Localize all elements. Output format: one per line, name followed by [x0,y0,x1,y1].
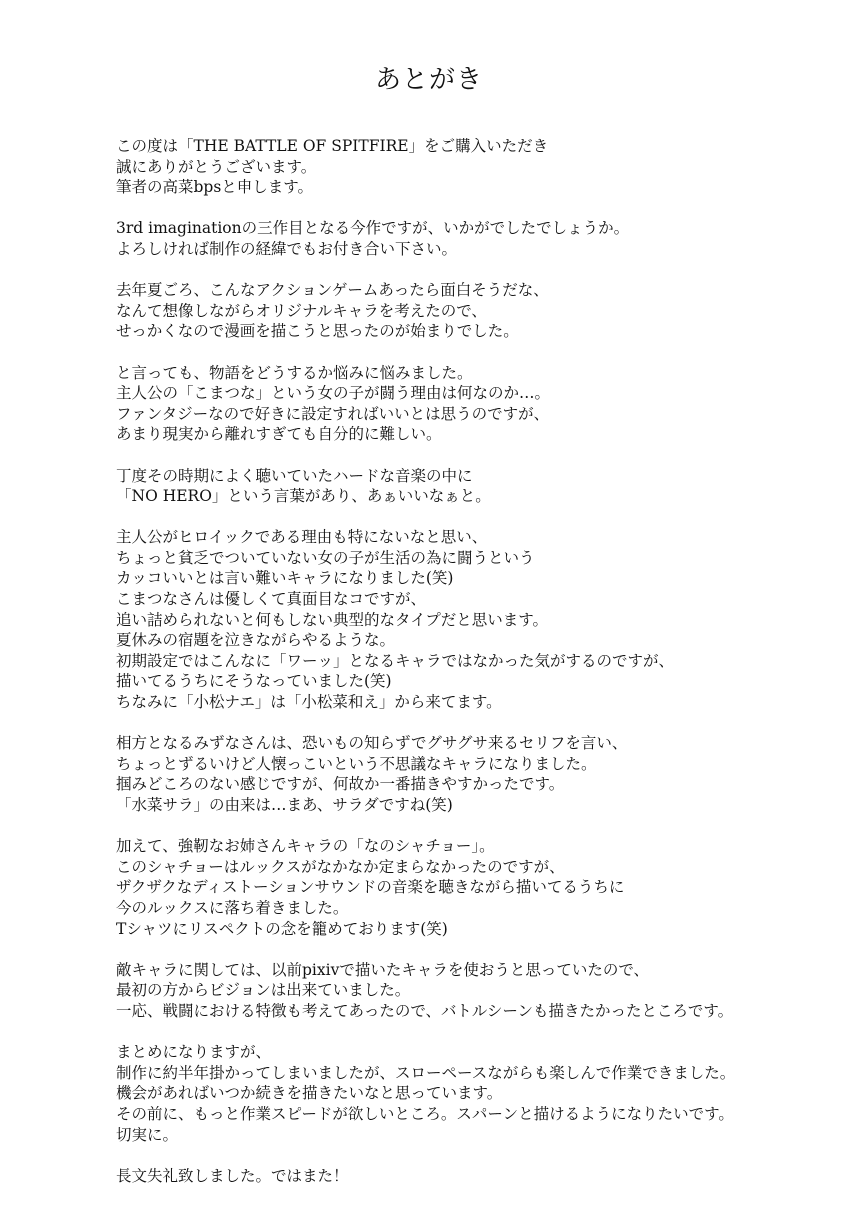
paragraph [116,836,836,939]
text-line: せっかくなので漫画を描こうと思ったのが始まりでした。 [116,322,519,341]
paragraph [116,527,836,712]
text-line: 敵キャラに関しては、以前pixivで描いたキャラを使おうと思っていたので、 [116,960,650,979]
text-line: 「NO HERO」という言葉があり、あぁいいなぁと。 [116,487,491,506]
text-line: ちょっとずるいけど人懐っこいという不思議なキャラになりました。 [116,754,597,773]
text-line: なんて想像しながらオリジナルキャラを考えたので、 [116,301,487,320]
text-line: 去年夏ごろ、こんなアクションゲームあったら面白そうだな、 [116,281,549,300]
text-line: ちなみに「小松ナエ」は「小松菜和え」から来てます。 [116,693,502,712]
text-line: 長文失礼致しました。ではまた！ [116,1166,349,1185]
paragraph [116,733,836,815]
text-line: ファンタジーなので好きに設定すればいいとは思うのですが、 [116,404,550,423]
text-line: 描いてるうちにそうなっていました(笑) [116,672,392,691]
text-line: 相方となるみずなさんは、恐いもの知らずでグサグサ来るセリフを言い、 [116,734,628,753]
text-line: 主人公の「こまつな」という女の子が闘う理由は何なのか…。 [116,384,551,403]
text-line: 丁度その時期によく聴いていたハードな音楽の中に [116,466,473,485]
paragraph [116,960,836,1022]
text-line: 筆者の高菜bpsと申します。 [116,178,314,197]
text-line: 機会があればいつか続きを描きたいなと思っています。 [116,1084,503,1103]
paragraph [116,280,836,342]
text-line: その前に、もっと作業スピードが欲しいところ。スパーンと描けるようになりたいです。 [116,1104,734,1123]
text-line: ちょっと貧乏でついていない女の子が生活の為に闘うという [116,548,535,567]
page-title: あとがき [374,65,483,95]
text-line: この度は「THE BATTLE OF SPITFIRE」をご購入いただき [116,137,549,155]
text-line: 誠にありがとうございます。 [116,157,317,176]
text-line: 3rd imaginationの三作目となる今作ですが、いかがでしたでしょうか。 [116,219,630,238]
text-line: 最初の方からビジョンは出来ていました。 [116,981,411,1000]
text-line: あまり現実から離れすぎても自分的に難しい。 [116,425,442,444]
text-line: カッコいいとは言い難いキャラになりました(笑) [116,569,454,588]
text-line: 一応、戦闘における特徴も考えてあったので、バトルシーンも描きたかったところです。 [116,1001,734,1020]
paragraph [116,1042,836,1145]
text-line: まとめになりますが、 [116,1043,272,1062]
text-line: 追い詰められないと何もしない典型的なタイプだと思います。 [116,610,548,629]
paragraph [116,363,836,445]
text-line: ザクザクなディストーションサウンドの音楽を聴きながら描いてるうちに [116,878,625,897]
text-line: よろしければ制作の経緯でもお付き合い下さい。 [116,239,458,258]
paragraph [116,1166,836,1187]
text-line: 今のルックスに落ち着きました。 [116,898,349,917]
afterword-body [116,136,836,1207]
text-line: と言っても、物語をどうするか悩みに悩みました。 [116,363,473,382]
text-line: 夏休みの宿題を泣きながらやるような。 [116,631,396,650]
text-line: 切実に。 [116,1125,179,1144]
paragraph [116,136,836,198]
text-line: 主人公がヒロイックである理由も特にないなと思い、 [116,528,488,547]
text-line: 制作に約半年掛かってしまいましたが、スローペースながらも楽しんで作業できました。 [116,1063,736,1082]
paragraph [116,218,836,259]
text-line: こまつなさんは優しくて真面目なコですが、 [116,590,427,609]
text-line: 「水菜サラ」の由来は…まあ、サラダですね(笑) [116,796,453,814]
paragraph [116,466,836,507]
text-line: 掴みどころのない感じですが、何故か一番描きやすかったです。 [116,775,565,794]
text-line: 初期設定ではこんなに「ワーッ」となるキャラではなかった気がするのですが、 [116,651,675,670]
text-line: このシャチョーはルックスがなかなか定まらなかったのですが、 [116,857,565,876]
text-line: Tシャツにリスペクトの念を籠めております(笑) [116,919,448,938]
text-line: 加えて、強靭なお姉さんキャラの「なのシャチョー」。 [116,837,495,856]
